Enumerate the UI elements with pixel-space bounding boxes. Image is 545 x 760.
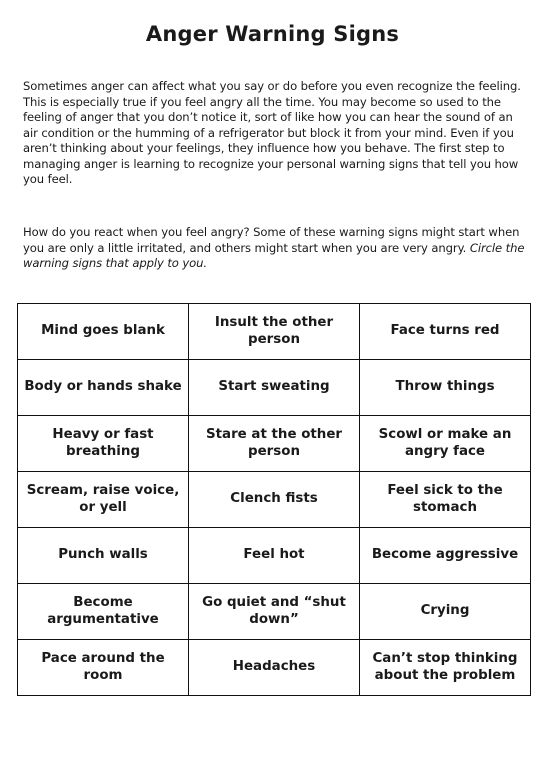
intro-paragraph: Sometimes anger can affect what you say or do before you even recognize the feeling. This is especially true if you feel angry all the time. You may become so used to the feeling of anger that you don’t notice it, sort of like how you can hear the sound of an air condition or the humming of a refrigerator but block it from your mind. Even if you aren’t thinking about your feelings, they influence how you behave. The first step to managing anger is learning to recognize your personal warning signs that tell you how you feel. [23, 79, 521, 186]
table-row [18, 304, 531, 360]
table-row [18, 416, 531, 472]
warning-sign-cell[interactable]: Stare at the other person [189, 416, 360, 472]
warning-sign-cell[interactable]: Scream, raise voice, or yell [18, 472, 189, 528]
warning-signs-table [17, 303, 531, 696]
warning-sign-cell[interactable]: Become aggressive [360, 528, 531, 584]
instruction-text: Circle the warning signs that apply to you. [23, 240, 525, 270]
warning-sign-cell[interactable]: Can’t stop thinking about the problem [360, 640, 531, 696]
table-row [18, 640, 531, 696]
table-row [18, 528, 531, 584]
warning-sign-cell[interactable]: Body or hands shake [18, 360, 189, 416]
warning-sign-cell[interactable]: Go quiet and “shut down” [189, 584, 360, 640]
warning-sign-cell[interactable]: Crying [360, 584, 531, 640]
question-text: How do you react when you feel angry? Some of these warning signs might start when you are only a little irritated, and others might start when you are very angry. [23, 225, 520, 255]
table-row [18, 472, 531, 528]
warning-sign-cell[interactable]: Insult the other person [189, 304, 360, 360]
table-row [18, 360, 531, 416]
warning-sign-cell[interactable]: Pace around the room [18, 640, 189, 696]
warning-sign-cell[interactable]: Throw things [360, 360, 531, 416]
page-title: Anger Warning Signs [145, 22, 400, 46]
warning-sign-cell[interactable]: Feel hot [189, 528, 360, 584]
warning-sign-cell[interactable]: Start sweating [189, 360, 360, 416]
warning-sign-cell[interactable]: Scowl or make an angry face [360, 416, 531, 472]
warning-sign-cell[interactable]: Clench fists [189, 472, 360, 528]
question-paragraph [23, 225, 528, 272]
warning-sign-cell[interactable]: Feel sick to the stomach [360, 472, 531, 528]
warning-sign-cell[interactable]: Face turns red [360, 304, 531, 360]
warning-sign-cell[interactable]: Heavy or fast breathing [18, 416, 189, 472]
warning-sign-cell[interactable]: Headaches [189, 640, 360, 696]
warning-sign-cell[interactable]: Mind goes blank [18, 304, 189, 360]
warning-sign-cell[interactable]: Become argumentative [18, 584, 189, 640]
warning-sign-cell[interactable]: Punch walls [18, 528, 189, 584]
table-row [18, 584, 531, 640]
